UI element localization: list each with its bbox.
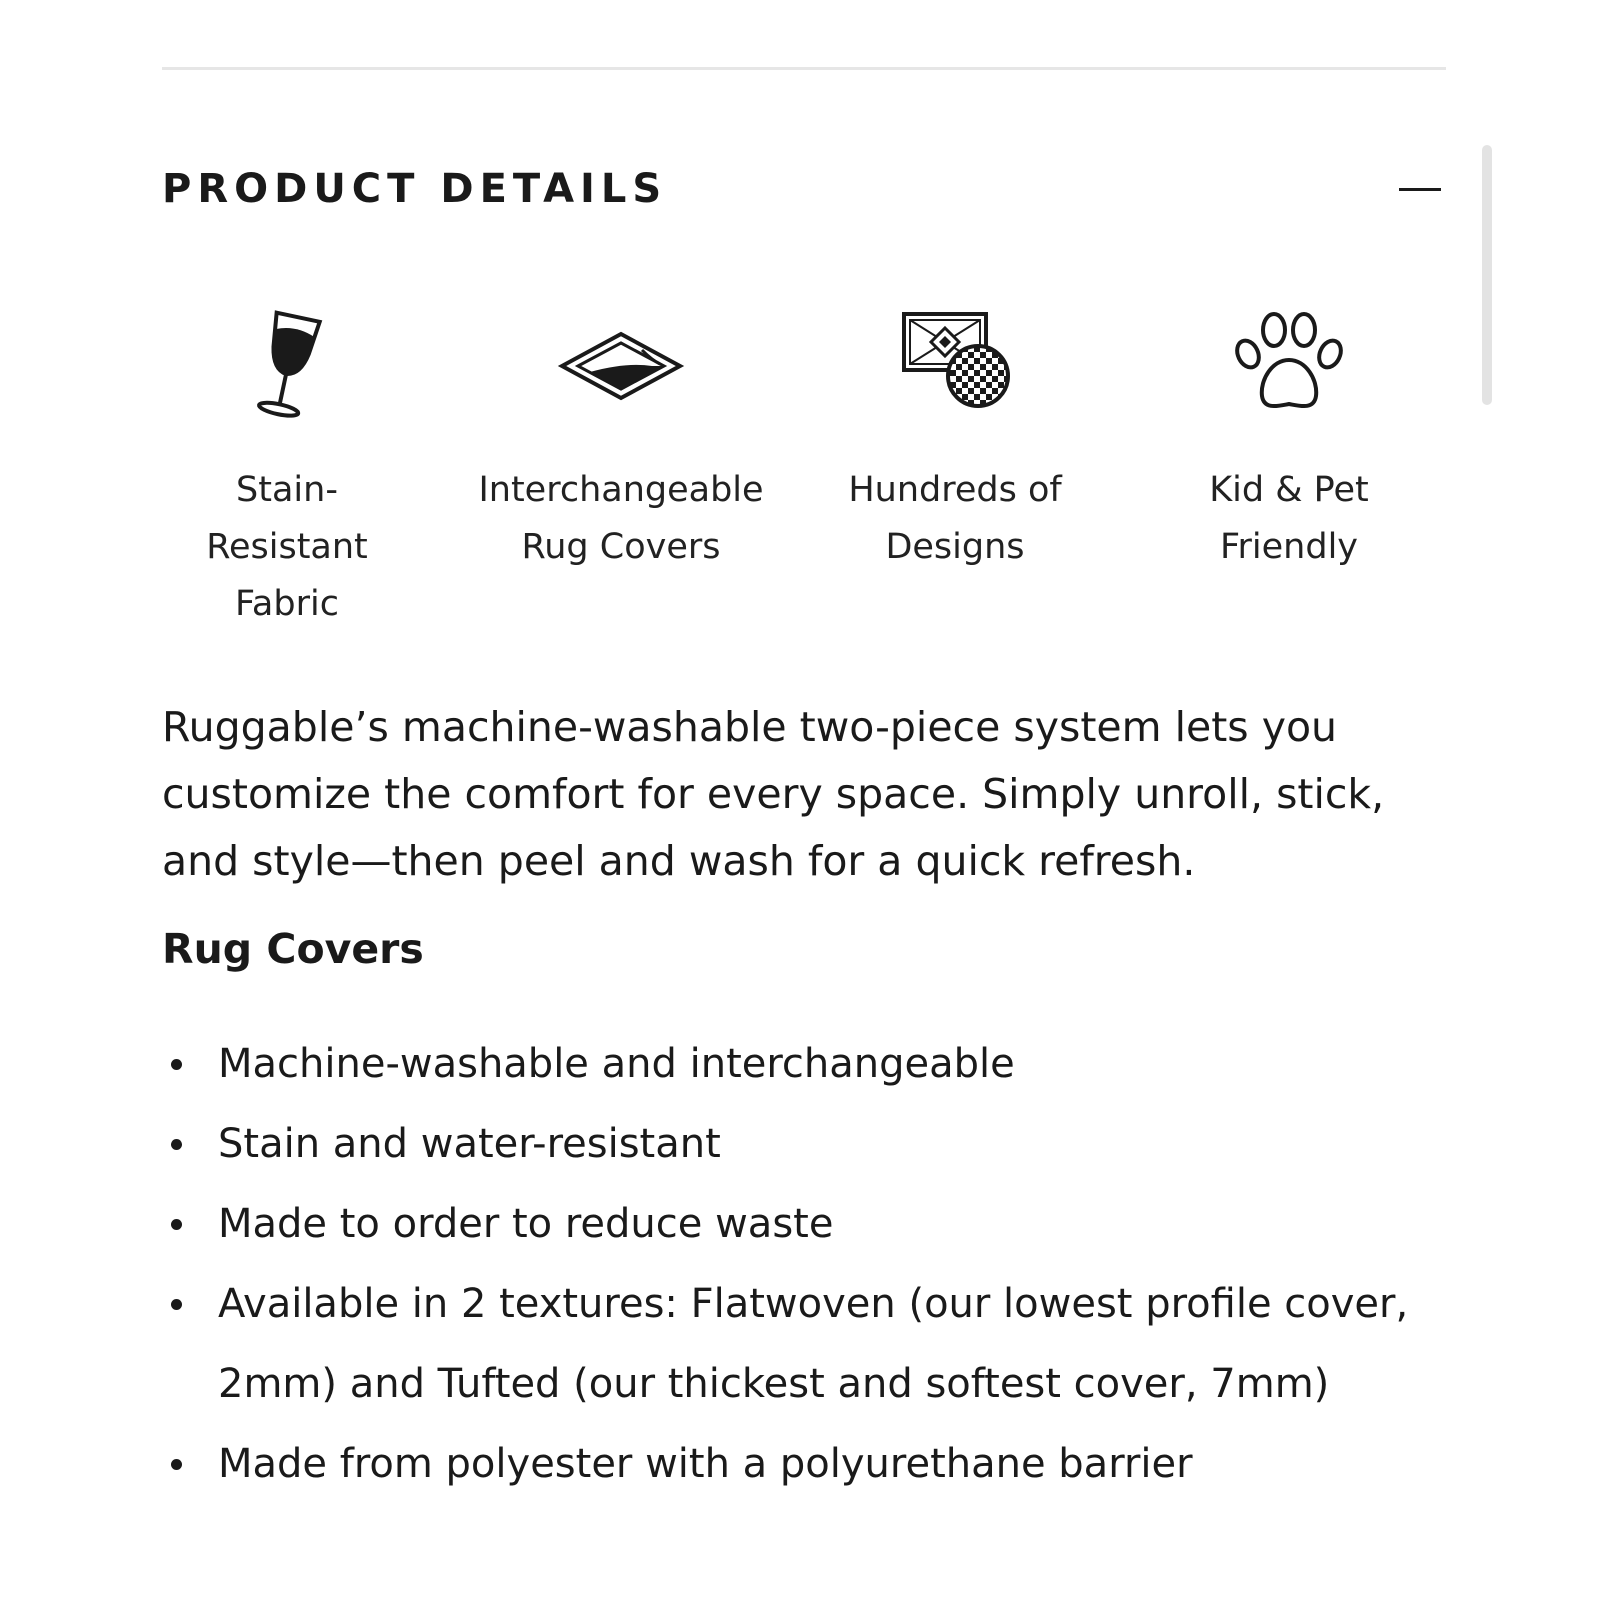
top-divider <box>162 67 1446 70</box>
list-item <box>162 1264 1432 1424</box>
list-item <box>162 1184 1432 1264</box>
list-item <box>162 1424 1432 1504</box>
list-item-text: Made to order to reduce waste <box>218 1201 834 1247</box>
feature-label: Kid & Pet Friendly <box>1209 470 1369 567</box>
list-item-text: Available in 2 textures: Flatwoven (our lowest profile cover, 2mm) and Tufted (our thickest and softest cover, 7mm) <box>218 1281 1409 1407</box>
list-item <box>162 1024 1432 1104</box>
feature-icons-row <box>162 310 1446 640</box>
list-item <box>162 1104 1432 1184</box>
list-item-text: Stain and water-resistant <box>218 1121 721 1167</box>
feature-label: Hundreds of Designs <box>848 470 1062 567</box>
section-title: PRODUCT DETAILS <box>162 166 668 212</box>
feature-stain-resistant <box>122 310 452 633</box>
rug-covers-list <box>162 1024 1432 1504</box>
feature-interchangeable-covers <box>456 310 786 576</box>
collapse-button[interactable] <box>1394 170 1446 210</box>
product-description: Ruggable’s machine-washable two-piece system lets you customize the comfort for every space. Simply unroll, stick, and style—then peel and wash for a quick refresh. <box>162 703 1385 885</box>
feature-label: Stain- Resistant Fabric <box>206 470 368 624</box>
list-item-text: Machine-washable and interchangeable <box>218 1041 1015 1087</box>
list-item-text: Made from polyester with a polyurethane barrier <box>218 1441 1193 1487</box>
feature-label: Interchangeable Rug Covers <box>478 470 764 567</box>
rug-covers-heading: Rug Covers <box>162 925 424 973</box>
bullet-dot <box>171 1219 182 1230</box>
wine-glass-icon <box>222 310 352 420</box>
rug-cover-icon <box>556 310 686 420</box>
bullet-dot <box>171 1139 182 1150</box>
product-details-header[interactable] <box>162 160 1446 220</box>
bullet-dot <box>171 1059 182 1070</box>
bullet-dot <box>171 1299 182 1310</box>
minus-icon <box>1399 188 1441 191</box>
scrollbar[interactable] <box>1482 145 1492 405</box>
paw-print-icon <box>1224 310 1354 420</box>
feature-kid-pet-friendly <box>1124 310 1454 576</box>
feature-hundreds-of-designs <box>790 310 1120 576</box>
rug-designs-icon <box>890 310 1020 420</box>
bullet-dot <box>171 1459 182 1470</box>
